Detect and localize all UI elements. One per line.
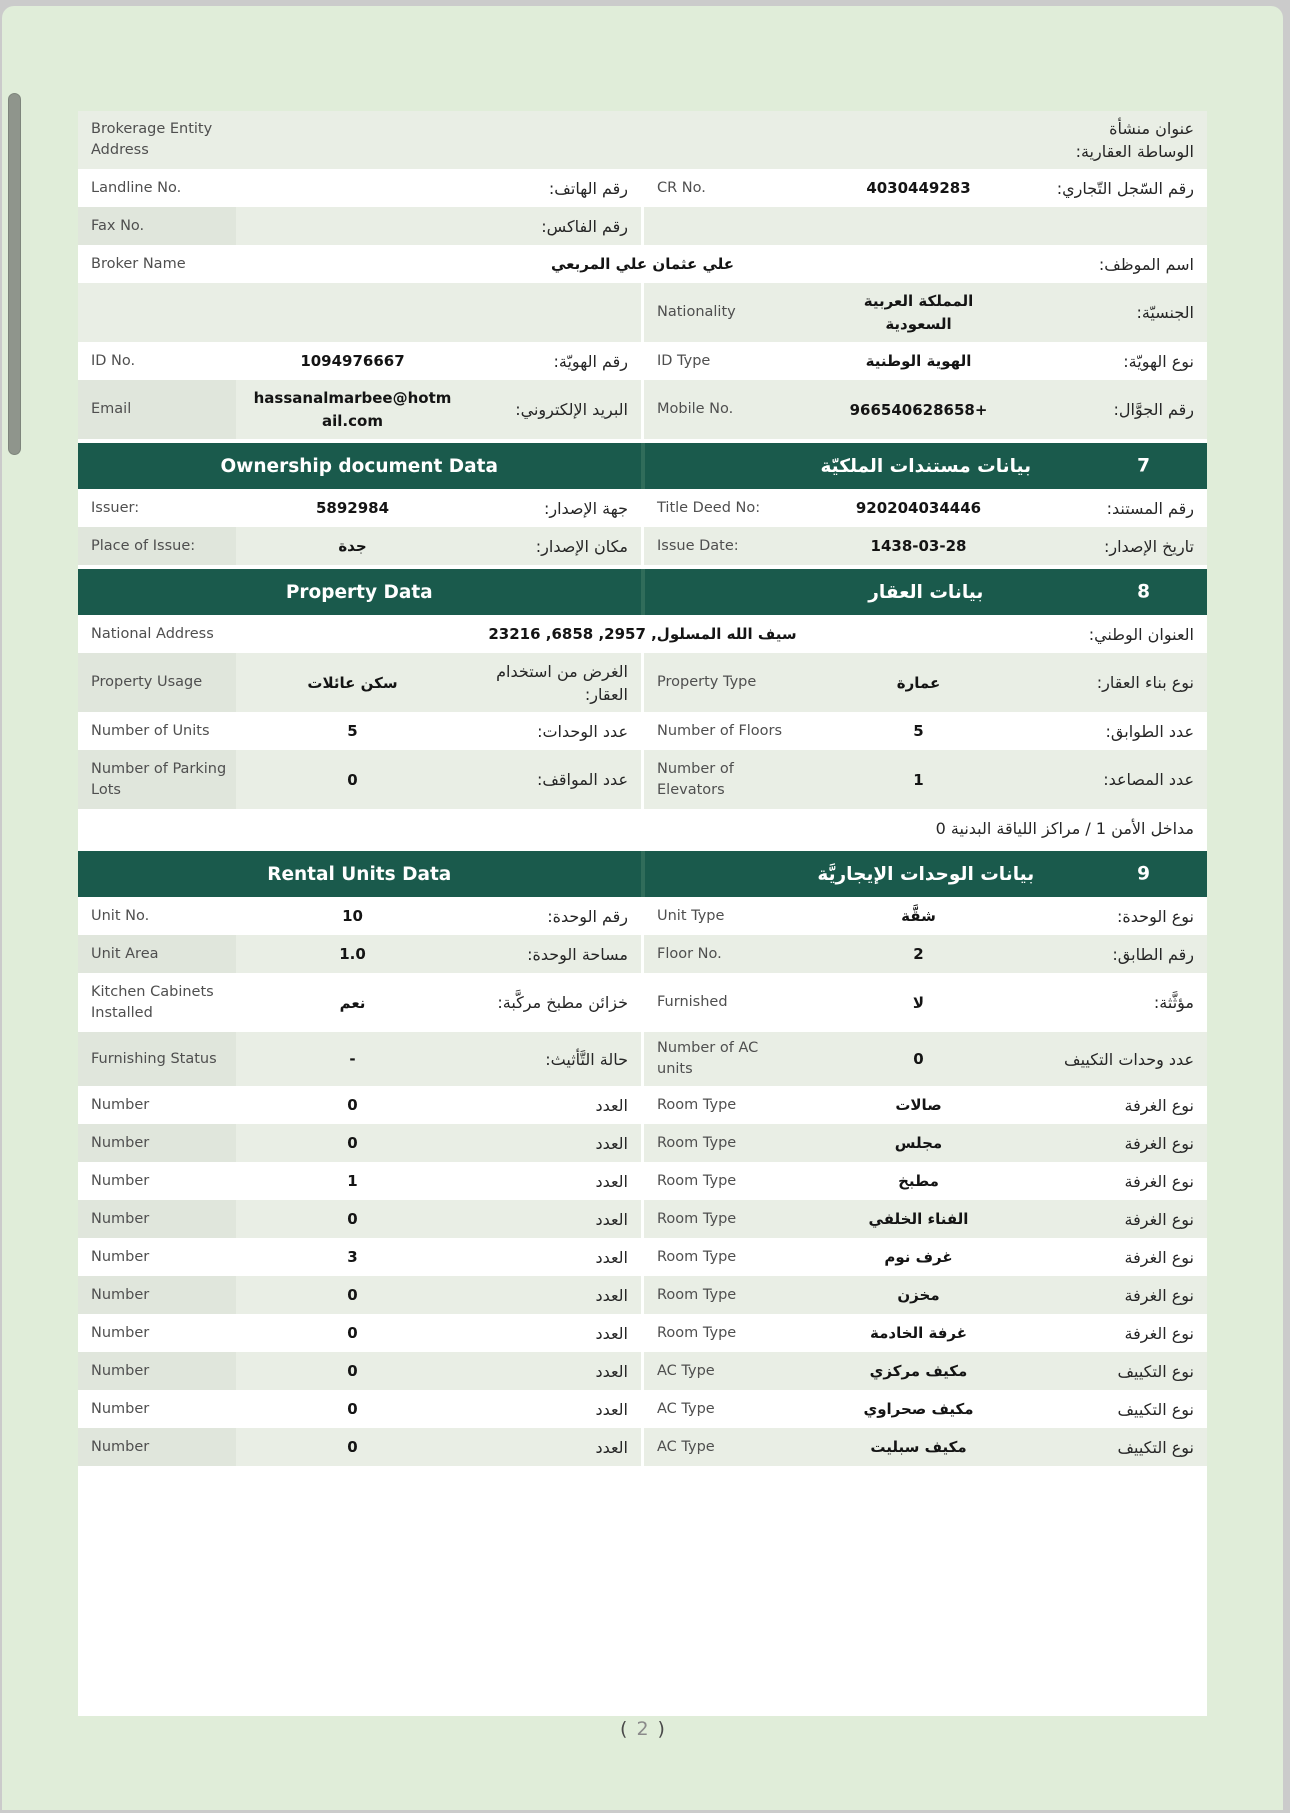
left-half	[78, 1428, 641, 1466]
table-row	[78, 653, 1207, 712]
value	[236, 667, 469, 700]
table-row	[78, 973, 1207, 1032]
value-text: 0	[347, 1400, 358, 1419]
value-text: عمارة	[896, 673, 941, 692]
value	[802, 492, 1035, 525]
label-ar: العنوان الوطني:	[1088, 624, 1194, 644]
value-text: 5	[347, 722, 358, 741]
label-ar: نوع الهويّة:	[1123, 351, 1194, 371]
label-en: AC Type	[657, 1438, 715, 1455]
table-row	[78, 1086, 1207, 1124]
contract-table	[78, 111, 1207, 1466]
value	[236, 900, 469, 933]
label-en: Room Type	[657, 1324, 737, 1341]
value-text: غرفة الخادمة	[869, 1324, 968, 1343]
table-row	[78, 1314, 1207, 1352]
section-number: 8	[1137, 581, 1150, 603]
value-text: 10	[342, 907, 363, 926]
value	[236, 618, 1049, 651]
value-text: 920204034446	[855, 499, 982, 518]
label-ar: نوع التكييف	[1117, 1399, 1194, 1419]
label-en: Brokerage Entity Address	[91, 121, 213, 159]
value-text: 0	[347, 1438, 358, 1457]
label-ar: رقم الجوَّال:	[1113, 400, 1194, 420]
right-half	[641, 712, 1207, 750]
right-half	[641, 1124, 1207, 1162]
left-half	[78, 380, 641, 439]
value-text: 0	[347, 1324, 358, 1343]
label-ar: نوع الغرفة	[1124, 1095, 1194, 1115]
table-row	[78, 207, 1207, 245]
right-half	[641, 1314, 1207, 1352]
label-ar: الجنسيّة:	[1136, 303, 1194, 323]
label-en: Unit Area	[78, 935, 236, 973]
label-ar: رقم الوحدة:	[547, 906, 628, 926]
value-text: hassanalmarbee@hotmail.com	[253, 389, 452, 430]
value-text: 0	[347, 1210, 358, 1229]
page-footer	[2, 1718, 1283, 1740]
table-row	[78, 1200, 1207, 1238]
label-en: Unit Type	[657, 907, 725, 924]
right-half	[641, 1162, 1207, 1200]
value	[236, 382, 469, 437]
value-text: 5892984	[315, 499, 390, 518]
table-row	[78, 809, 1207, 847]
section-title-en: Rental Units Data	[78, 851, 641, 897]
label-ar: البريد الإلكتروني:	[515, 400, 628, 420]
label-en: Number	[91, 1400, 150, 1417]
right-half	[641, 1390, 1207, 1428]
label-en: Landline No.	[91, 179, 182, 196]
value-text: شقَّة	[901, 907, 936, 926]
value	[802, 938, 1035, 971]
left-half	[78, 1124, 641, 1162]
right-half	[641, 973, 1207, 1032]
label-ar: الغرض من استخدام العقار:	[496, 661, 628, 704]
label-en: Email	[78, 380, 236, 439]
value	[802, 1393, 1035, 1426]
label-ar: مكان الإصدار:	[535, 536, 628, 556]
value-text: نعم	[339, 993, 366, 1012]
value-text: مكيف مركزي	[869, 1362, 968, 1381]
value	[236, 715, 469, 748]
label-ar: العدد	[595, 1095, 628, 1115]
label-en: Number	[91, 1248, 150, 1265]
label-ar: مساحة الوحدة:	[527, 944, 628, 964]
left-half	[78, 1276, 641, 1314]
value	[236, 345, 469, 378]
table-row	[78, 712, 1207, 750]
section-title-en: Property Data	[78, 569, 641, 615]
right-half	[641, 935, 1207, 973]
left-half	[78, 1162, 641, 1200]
left-half	[78, 1352, 641, 1390]
value	[236, 1279, 469, 1312]
left-half	[78, 653, 641, 712]
left-half	[78, 1086, 641, 1124]
label-en: Nationality	[657, 304, 736, 321]
value	[802, 285, 1035, 340]
value-text: مكيف سبليت	[870, 1438, 967, 1457]
label-en: Furnishing Status	[78, 1032, 236, 1086]
label-en: Number of Elevators	[657, 760, 734, 798]
value-text: 0	[913, 1050, 924, 1069]
right-half	[641, 342, 1207, 380]
value	[802, 715, 1035, 748]
label-en: Title Deed No:	[657, 499, 761, 516]
label-ar: عدد وحدات التكييف	[1064, 1049, 1194, 1069]
right-half	[641, 1200, 1207, 1238]
label-ar: العدد	[595, 1247, 628, 1267]
empty-page-area	[78, 1466, 1207, 1716]
table-row	[78, 750, 1207, 809]
value	[236, 492, 469, 525]
label-en: AC Type	[657, 1362, 715, 1379]
value	[236, 1355, 469, 1388]
left-half	[78, 973, 641, 1032]
label-en: ID Type	[657, 352, 711, 369]
label-en: Room Type	[657, 1096, 737, 1113]
label-en: Kitchen Cabinets Installed	[91, 983, 214, 1021]
label-en: Furnished	[657, 994, 728, 1011]
page-frame	[2, 6, 1283, 1810]
value	[236, 135, 1049, 145]
value	[236, 1317, 469, 1350]
label-ar: جهة الإصدار:	[543, 498, 628, 518]
value	[802, 667, 1035, 700]
left-half	[78, 1200, 641, 1238]
value	[236, 1203, 469, 1236]
left-half	[78, 935, 641, 973]
label-ar: رقم الفاكس:	[541, 216, 628, 236]
left-half	[78, 712, 641, 750]
right-half	[641, 1276, 1207, 1314]
value-text: الهوية الوطنية	[865, 352, 972, 371]
value	[236, 248, 1049, 281]
label-ar: العدد	[595, 1399, 628, 1419]
label-ar: رقم المستند:	[1106, 498, 1194, 518]
table-row	[78, 169, 1207, 207]
label-ar: العدد	[595, 1133, 628, 1153]
label-ar: عنوان منشأة الوساطة العقارية:	[1075, 119, 1194, 162]
value-text: 1	[347, 1172, 358, 1191]
value	[236, 1089, 469, 1122]
left-half	[78, 207, 641, 245]
left-half	[78, 527, 641, 565]
right-half	[641, 1352, 1207, 1390]
label-en: Number of AC units	[657, 1040, 759, 1078]
value-text: 1	[913, 770, 924, 789]
label-ar: نوع بناء العقار:	[1096, 673, 1194, 693]
left-half	[78, 1238, 641, 1276]
table-row	[78, 1390, 1207, 1428]
right-half	[641, 207, 1207, 245]
right-half	[641, 1238, 1207, 1276]
value	[236, 938, 469, 971]
label-en: Issuer:	[91, 499, 140, 516]
value-text: 1438-03-28	[870, 537, 967, 556]
right-half	[641, 653, 1207, 712]
value	[802, 1431, 1035, 1464]
label-ar: العدد	[595, 1323, 628, 1343]
value	[236, 1241, 469, 1274]
value	[236, 530, 469, 563]
section-title-en: Ownership document Data	[78, 443, 641, 489]
label-ar: نوع الغرفة	[1124, 1133, 1194, 1153]
value-text: علي عثمان علي المربعي	[550, 255, 735, 274]
table-row	[78, 1276, 1207, 1314]
label-en: Number	[78, 1124, 236, 1162]
section-header-property-data	[78, 565, 1207, 615]
value-text: جدة	[338, 537, 367, 556]
table-row	[78, 380, 1207, 439]
label-en: Number of Parking Lots	[78, 750, 236, 809]
value	[236, 764, 469, 797]
value-text: مجلس	[894, 1134, 943, 1153]
left-half	[78, 1390, 641, 1428]
table-row	[78, 615, 1207, 653]
label-en: Room Type	[657, 1172, 737, 1189]
label-ar: رقم الهويّة:	[553, 351, 628, 371]
value	[802, 764, 1035, 797]
label-en: ID No.	[91, 352, 136, 369]
value	[802, 530, 1035, 563]
table-row	[78, 1428, 1207, 1466]
table-row	[78, 897, 1207, 935]
table-row	[78, 527, 1207, 565]
value	[802, 987, 1035, 1020]
value-text: مطبخ	[898, 1172, 939, 1191]
table-row	[78, 935, 1207, 973]
value	[802, 1165, 1035, 1198]
label-ar: العدد	[595, 1171, 628, 1191]
label-ar: العدد	[595, 1437, 628, 1457]
value	[802, 1279, 1035, 1312]
security-fitness-note: مداخل الأمن 1 / مراكز اللياقة البدنية 0	[935, 818, 1194, 838]
value	[802, 1127, 1035, 1160]
section-title-ar: بيانات مستندات الملكيّة	[820, 455, 1032, 477]
left-half	[78, 342, 641, 380]
label-en: Room Type	[657, 1134, 737, 1151]
right-half	[641, 169, 1207, 207]
label-en: Number	[78, 1428, 236, 1466]
label-ar: العدد	[595, 1361, 628, 1381]
label-ar: نوع الغرفة	[1124, 1247, 1194, 1267]
section-header-ownership-document	[78, 439, 1207, 489]
value	[802, 1089, 1035, 1122]
value	[802, 1203, 1035, 1236]
value-text: 1094976667	[300, 352, 405, 371]
full-width-field	[78, 615, 1207, 653]
left-half	[78, 283, 641, 342]
note-row	[78, 809, 1207, 847]
label-ar: نوع الغرفة	[1124, 1285, 1194, 1305]
label-ar: حالة التَّأثيث:	[545, 1049, 628, 1069]
table-row	[78, 489, 1207, 527]
label-en: Number	[78, 1352, 236, 1390]
label-en: Number	[91, 1096, 150, 1113]
value-text: لا	[912, 993, 925, 1012]
section-number: 9	[1137, 863, 1150, 885]
value	[236, 1393, 469, 1426]
value	[802, 1317, 1035, 1350]
value-text: 2	[913, 945, 924, 964]
left-half	[78, 1032, 641, 1086]
label-ar: نوع الغرفة	[1124, 1209, 1194, 1229]
value-text: 0	[347, 1134, 358, 1153]
right-half	[641, 897, 1207, 935]
label-en: Number	[78, 1200, 236, 1238]
label-en: National Address	[91, 625, 214, 642]
label-ar: العدد	[595, 1209, 628, 1229]
label-ar: رقم السّجل التّجاري:	[1056, 178, 1194, 198]
section-title-ar: بيانات الوحدات الإيجاريَّة	[817, 863, 1035, 885]
label-ar: نوع التكييف	[1117, 1437, 1194, 1457]
label-ar: نوع الوحدة:	[1117, 906, 1194, 926]
label-en: Property Type	[657, 674, 757, 691]
value-text: 1.0	[339, 945, 366, 964]
label-ar: عدد الطوابق:	[1105, 721, 1194, 741]
label-en: CR No.	[657, 179, 706, 196]
label-ar: خزائن مطبخ مركَّبة:	[497, 993, 628, 1013]
right-half	[641, 489, 1207, 527]
table-row	[78, 1238, 1207, 1276]
right-half	[641, 1428, 1207, 1466]
label-en: AC Type	[657, 1400, 715, 1417]
value-text: 0	[347, 1096, 358, 1115]
section-title-ar: بيانات العقار	[868, 581, 984, 603]
value	[802, 1355, 1035, 1388]
value	[802, 394, 1035, 427]
label-ar: نوع الغرفة	[1124, 1323, 1194, 1343]
label-ar: عدد المواقف:	[536, 770, 628, 790]
value-text: المملكة العربية السعودية	[863, 292, 974, 333]
label-en: Room Type	[657, 1286, 737, 1303]
label-ar: رقم الطابق:	[1112, 944, 1194, 964]
label-en: Number of Units	[91, 722, 210, 739]
right-half	[641, 1086, 1207, 1124]
page-number: 2	[636, 1718, 649, 1740]
label-en: Number	[91, 1324, 150, 1341]
left-half	[78, 1314, 641, 1352]
label-en: Broker Name	[91, 255, 186, 272]
right-half	[641, 527, 1207, 565]
section-header-rental-units	[78, 847, 1207, 897]
label-ar: اسم الموظف:	[1098, 254, 1194, 274]
value-text: سيف الله المسلول, 2957, 6858, 23216	[488, 625, 797, 644]
value	[236, 1165, 469, 1198]
section-title-ar-cell	[645, 443, 1208, 489]
value-text: سكن عائلات	[307, 673, 398, 692]
value	[802, 172, 1035, 205]
label-ar: مؤثَّثة:	[1153, 993, 1194, 1013]
label-en: Number of Floors	[657, 722, 783, 739]
table-row	[78, 111, 1207, 169]
label-en: Room Type	[657, 1248, 737, 1265]
label-ar: عدد المصاعد:	[1103, 770, 1194, 790]
table-row	[78, 342, 1207, 380]
value-text: 5	[913, 722, 924, 741]
value	[236, 183, 469, 193]
section-title-ar-cell	[645, 851, 1208, 897]
value-text: 0	[347, 770, 358, 789]
full-width-field	[78, 111, 1207, 169]
label-en: Issue Date:	[657, 537, 739, 554]
label-en: Unit No.	[91, 907, 150, 924]
table-row	[78, 1032, 1207, 1086]
section-title-ar-cell	[645, 569, 1208, 615]
value-text: 3	[347, 1248, 358, 1267]
label-ar: تاريخ الإصدار:	[1103, 536, 1194, 556]
right-half	[641, 283, 1207, 342]
footer-paren-close: )	[657, 1718, 665, 1740]
value-text: صالات	[895, 1096, 942, 1115]
value	[802, 1241, 1035, 1274]
label-ar: نوع الغرفة	[1124, 1171, 1194, 1191]
label-ar: رقم الهاتف:	[548, 178, 628, 198]
value	[236, 987, 469, 1020]
value-text: مكيف صحراوي	[863, 1400, 974, 1419]
vertical-scrollbar-thumb[interactable]	[8, 93, 21, 455]
footer-paren-open: (	[620, 1718, 628, 1740]
value-text: 4030449283	[866, 179, 971, 198]
right-half	[641, 750, 1207, 809]
value-text: 0	[347, 1286, 358, 1305]
label-en: Fax No.	[78, 207, 236, 245]
section-number: 7	[1137, 455, 1150, 477]
label-ar: نوع التكييف	[1117, 1361, 1194, 1381]
value-text: غرف نوم	[884, 1248, 953, 1267]
value-text: 0	[347, 1362, 358, 1381]
value	[236, 221, 469, 231]
left-half	[78, 169, 641, 207]
label-en: Number	[91, 1172, 150, 1189]
value-text: الفناء الخلفي	[868, 1210, 969, 1229]
left-half	[78, 897, 641, 935]
table-row	[78, 283, 1207, 342]
right-half	[641, 380, 1207, 439]
label-en: Property Usage	[78, 653, 236, 712]
value	[802, 1043, 1035, 1076]
label-en: Mobile No.	[657, 401, 734, 418]
value	[236, 1431, 469, 1464]
value	[236, 1043, 469, 1076]
full-width-field	[78, 245, 1207, 283]
table-row	[78, 1162, 1207, 1200]
document-sheet	[78, 111, 1207, 1716]
value-text: -	[349, 1050, 356, 1069]
table-row	[78, 1124, 1207, 1162]
left-half	[78, 750, 641, 809]
value-text: +966540628658	[849, 400, 988, 419]
label-ar: العدد	[595, 1285, 628, 1305]
value	[236, 1127, 469, 1160]
value	[802, 900, 1035, 933]
table-row	[78, 1352, 1207, 1390]
label-en: Floor No.	[657, 945, 722, 962]
value-text: مخزن	[897, 1286, 940, 1305]
value	[802, 345, 1035, 378]
label-en: Room Type	[657, 1210, 737, 1227]
right-half	[641, 1032, 1207, 1086]
left-half	[78, 489, 641, 527]
label-en: Number	[78, 1276, 236, 1314]
label-en: Place of Issue:	[78, 527, 236, 565]
label-ar: عدد الوحدات:	[537, 721, 628, 741]
table-row	[78, 245, 1207, 283]
